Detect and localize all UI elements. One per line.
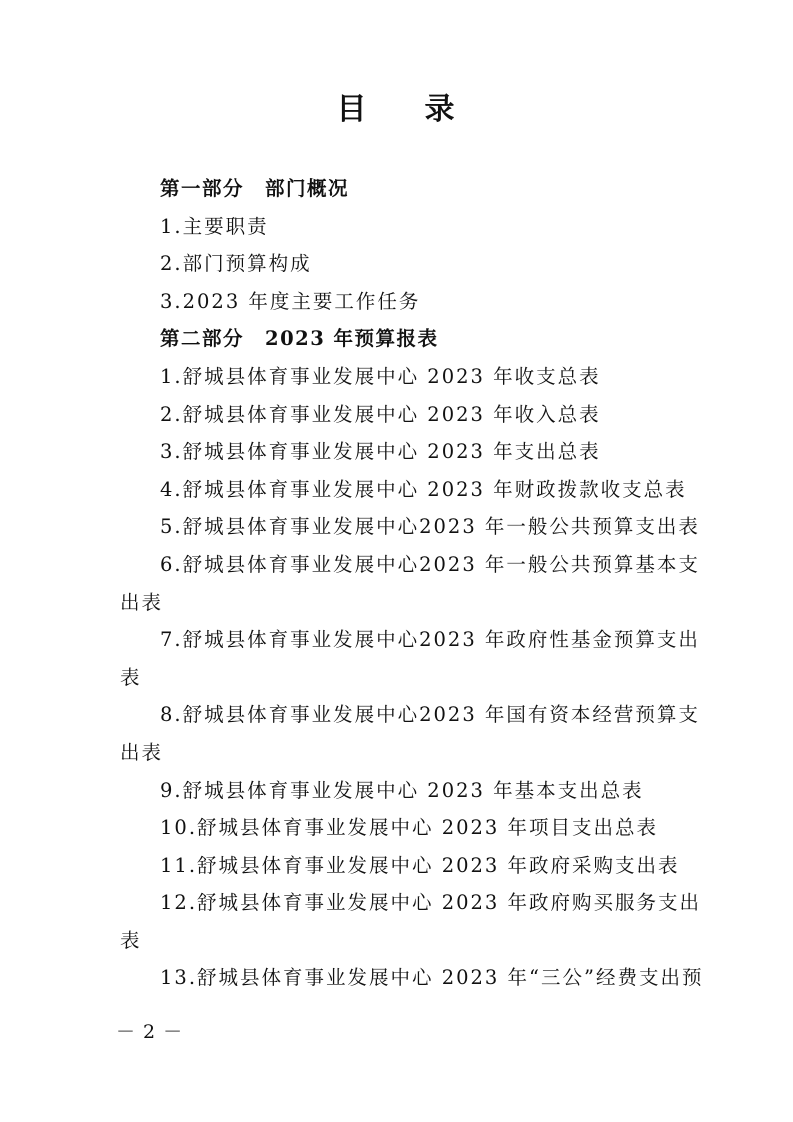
toc-entry: 8.舒城县体育事业发展中心2023 年国有资本经营预算支 <box>160 703 700 727</box>
page-number: － 2 － <box>116 1021 184 1043</box>
toc-entry: 3.2023 年度主要工作任务 <box>160 289 421 313</box>
toc-entry: 4.舒城县体育事业发展中心 2023 年财政拨款收支总表 <box>160 477 687 501</box>
toc-entry: 6.舒城县体育事业发展中心2023 年一般公共预算基本支 <box>160 552 700 576</box>
toc-entry: 1.主要职责 <box>160 214 269 238</box>
page-title <box>0 86 793 134</box>
toc-entry: 12.舒城县体育事业发展中心 2023 年政府购买服务支出 <box>160 891 702 915</box>
table-of-contents <box>0 170 793 997</box>
toc-entry: 11.舒城县体育事业发展中心 2023 年政府采购支出表 <box>160 853 680 877</box>
toc-section-heading: 第二部分 2023 年预算报表 <box>160 327 439 351</box>
toc-entry-continuation: 表 <box>120 665 142 689</box>
toc-entry: 10.舒城县体育事业发展中心 2023 年项目支出总表 <box>160 816 659 840</box>
page-title-first-char: 目 <box>336 92 369 127</box>
toc-entry: 7.舒城县体育事业发展中心2023 年政府性基金预算支出 <box>160 628 700 652</box>
toc-entry: 2.舒城县体育事业发展中心 2023 年收入总表 <box>160 402 601 426</box>
toc-entry: 1.舒城县体育事业发展中心 2023 年收支总表 <box>160 364 601 388</box>
page-title-second-char: 录 <box>424 92 457 127</box>
toc-entry-continuation: 表 <box>120 928 142 952</box>
toc-section-heading: 第一部分 部门概况 <box>160 177 350 200</box>
toc-entry: 3.舒城县体育事业发展中心 2023 年支出总表 <box>160 440 601 464</box>
toc-entry: 5.舒城县体育事业发展中心2023 年一般公共预算支出表 <box>160 515 700 539</box>
toc-entry: 13.舒城县体育事业发展中心 2023 年“三公”经费支出预 <box>160 966 704 990</box>
toc-entry-continuation: 出表 <box>120 740 164 764</box>
toc-entry: 9.舒城县体育事业发展中心 2023 年基本支出总表 <box>160 778 644 802</box>
toc-entry: 2.部门预算构成 <box>160 252 312 276</box>
toc-entry-continuation: 出表 <box>120 590 164 614</box>
